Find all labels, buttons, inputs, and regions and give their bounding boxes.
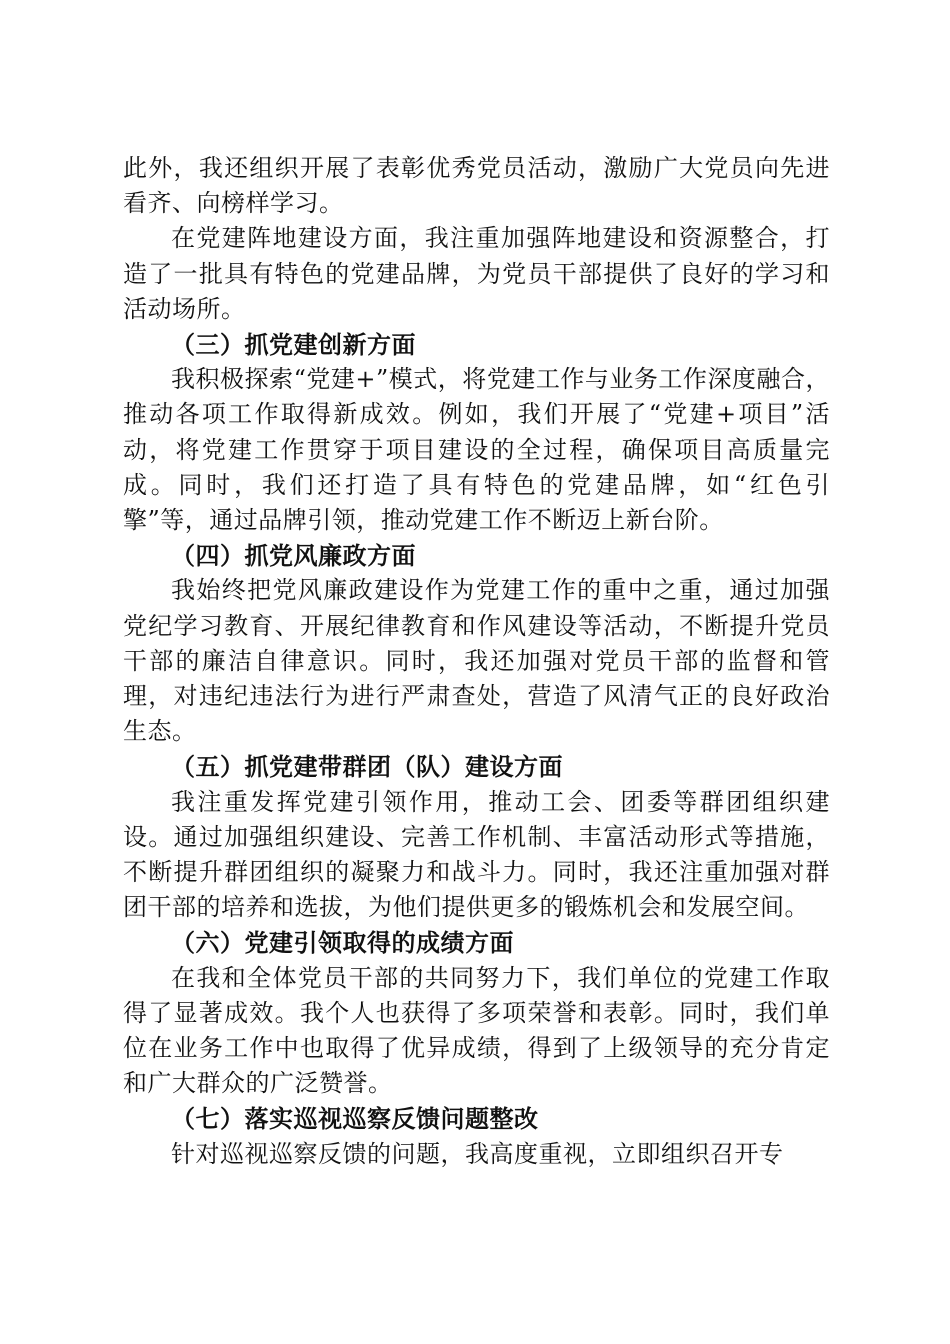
paragraph-integrity: 我始终把党风廉政建设作为党建工作的重中之重，通过加强党纪学习教育、开展纪律教育和作风建设等活动，不断提升党员干部的廉洁自律意识。同时，我还加强对党员干部的监督和管理，对违纪违法行为进行严肃查处，营造了风清气正的良好政治生态。: [123, 576, 830, 746]
paragraph-achievements: 在我和全体党员干部的共同努力下，我们单位的党建工作取得了显著成效。我个人也获得了多项荣誉和表彰。同时，我们单位在业务工作中也取得了优异成绩，得到了上级领导的充分肯定和广大群众的广泛赞誉。: [123, 963, 830, 1098]
section-heading-innovation: （三）抓党建创新方面: [171, 330, 416, 360]
section-heading-inspection-rectification: （七）落实巡视巡察反馈问题整改: [171, 1104, 539, 1134]
section-heading-integrity: （四）抓党风廉政方面: [171, 541, 416, 571]
paragraph-innovation: 我积极探索“党建+”模式，将党建工作与业务工作深度融合，推动各项工作取得新成效。例如，我们开展了“党建+项目”活动，将党建工作贯穿于项目建设的全过程，确保项目高质量完成。同时，我们还打造了具有特色的党建品牌，如“红色引擎”等，通过品牌引领，推动党建工作不断迈上新台阶。: [123, 365, 830, 535]
section-heading-mass-organizations: （五）抓党建带群团（队）建设方面: [171, 752, 563, 782]
paragraph-position-building: 在党建阵地建设方面，我注重加强阵地建设和资源整合，打造了一批具有特色的党建品牌，为党员干部提供了良好的学习和活动场所。: [123, 224, 830, 323]
paragraph-continued: 此外，我还组织开展了表彰优秀党员活动，激励广大党员向先进看齐、向榜样学习。: [123, 154, 830, 218]
section-heading-achievements: （六）党建引领取得的成绩方面: [171, 928, 514, 958]
document-body: [123, 151, 830, 1172]
paragraph-mass-organizations: 我注重发挥党建引领作用，推动工会、团委等群团组织建设。通过加强组织建设、完善工作机制、丰富活动形式等措施，不断提升群团组织的凝聚力和战斗力。同时，我还注重加强对群团干部的培养和选拔，为他们提供更多的锻炼机会和发展空间。: [123, 787, 830, 922]
paragraph-inspection-rectification: 针对巡视巡察反馈的问题，我高度重视，立即组织召开专: [171, 1139, 784, 1168]
